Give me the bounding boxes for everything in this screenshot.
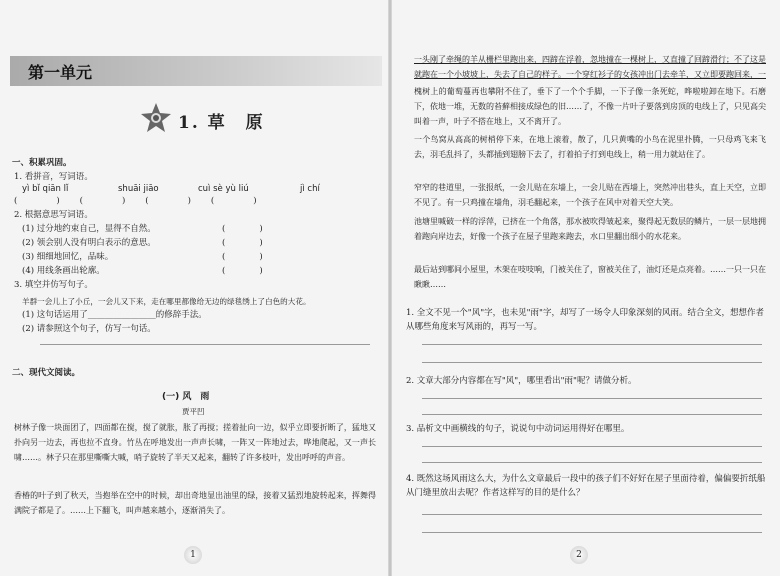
pinyin-4: jì chí (300, 184, 320, 194)
page-number-left: 1 (184, 546, 202, 564)
right-paragraph-3: 一个鸟窝从高高的树梢停下来，在地上滚着，散了，几只黄嘴的小鸟在泥里扑腾，一只母鸡飞来飞去，羽毛乱抖了，头都插到翅膀下去了，打着拍子打到电线上，稍一用力就站住了。 (414, 135, 766, 159)
question-r3: 3. 品析文中画横线的句子，说说句中动词运用得好在哪里。 (406, 424, 630, 434)
meaning-answer-3[interactable]: ( ) (222, 252, 263, 262)
answer-line[interactable] (40, 344, 370, 345)
question-3-sub-1[interactable]: (1) 这句话运用了________________的修辞手法。 (22, 310, 207, 320)
answer-line[interactable] (422, 344, 762, 345)
unit-title: 第一单元 (28, 63, 93, 82)
reading-author: 贾平凹 (182, 407, 205, 416)
answer-line[interactable] (422, 532, 762, 533)
question-r1: 1. 全文不见一个"风"字，也未见"雨"字，却写了一场令人印象深刻的风雨。结合全文，想想作者从哪些角度来写风雨的，再写一写。 (406, 308, 764, 332)
meaning-3: (3) 细细地回忆，品味。 (22, 252, 114, 262)
lesson-title: 1. 草 原 (178, 113, 265, 133)
meaning-answer-4[interactable]: ( ) (222, 266, 263, 276)
question-r4: 4. 既然这场风雨这么大，为什么文章最后一段中的孩子们不好好在屋子里面待着，偏偏要折纸船从门缝里放出去呢？作者这样写的目的是什么？ (406, 474, 766, 498)
meaning-4: (4) 用线条画出轮廓。 (22, 266, 105, 276)
right-paragraph-4: 窄窄的巷道里，一张报纸，一会儿贴在东墙上，一会儿贴在西墙上，突然冲出巷头，直上天空，立即不见了。有一只鸡撞在墙角，羽毛翻起来，一个孩子在风中对着天空大笑。 (414, 183, 766, 207)
question-1: 1. 看拼音，写词语。 (14, 172, 93, 182)
meaning-answer-2[interactable]: ( ) (222, 238, 263, 248)
answer-line[interactable] (422, 398, 762, 399)
meaning-1: (1) 过分地约束自己，显得不自然。 (22, 224, 156, 234)
answer-line[interactable] (422, 362, 762, 363)
reading-paragraph-2: 香椿的叶子到了秋天，当抱举在空中的时候，却出奇地显出油里的绿，接着又猛烈地旋转起来，挥舞得满院子都是了。……上下翻飞，叫声越来越小，逐渐消失了。 (14, 491, 376, 515)
question-3-sentence: 羊群一会儿上了小丘，一会儿又下来，走在哪里都像给无边的绿毯绣上了白色的大花。 (22, 297, 311, 306)
left-page (0, 0, 388, 576)
page-number-right: 2 (570, 546, 588, 564)
section-heading-accumulation: 一、积累巩固。 (12, 158, 72, 168)
reading-title: (一) 风 雨 (162, 392, 210, 402)
right-paragraph-5: 池塘里喊破一样的浮萍，已挤在一个角落，那水被吹得皱起来，聚得起无数层的鳞片，一层一层地拥着跑向岸边去，好像一个孩子在屋子里跑来跑去，水口里翻出细小的水花来。 (414, 217, 766, 241)
question-3: 3. 填空并仿写句子。 (14, 280, 93, 290)
question-3-sub-2: (2) 请参照这个句子，仿写一句话。 (22, 324, 156, 334)
meaning-answer-1[interactable]: ( ) (222, 224, 263, 234)
pinyin-3: cuì sè yù liú (198, 184, 249, 194)
right-paragraph-2: 槐树上的葡萄蔓再也攀附不住了，垂下了一个个手脚，一下子像一条死蛇，哗啦啦卸在地下。石磨下，依地一堆，无数的苔蘚相接成绿色的旧……了，不像一片叶子要落到房顶的电线上了，只见高尖叫着一声，叶子不搭在地上，又不离开了。 (414, 87, 766, 126)
right-paragraph-6: 最后站到哪间小屋里，木架在吱吱响，门被关住了，窗被关住了，油灯还是点亮着。……一只一只在瞅瞅…… (414, 265, 766, 289)
right-page (392, 0, 780, 576)
pinyin-2: shuāi jiāo (118, 184, 159, 194)
meaning-2: (2) 领会别人没有明白表示的意思。 (22, 238, 156, 248)
star-icon (140, 102, 172, 134)
answer-line[interactable] (422, 462, 762, 463)
pinyin-answer-brackets[interactable]: ( ) ( ) ( ) ( ) (14, 196, 258, 206)
question-2: 2. 根据意思写词语。 (14, 210, 93, 220)
pinyin-1: yì bǐ qiān lǐ (22, 184, 69, 194)
answer-line[interactable] (422, 446, 762, 447)
section-heading-reading: 二、现代文阅读。 (12, 368, 81, 378)
question-r2: 2. 文章大部分内容都在写"风"，哪里看出"雨"呢？请做分析。 (406, 376, 637, 386)
answer-line[interactable] (422, 414, 762, 415)
right-paragraph-1: 一头刚了牵绳的羊从栅栏里跑出来，四蹄在浮着，忽地撞在一棵树上，又直撞了回蹄滑行；不了这是就跑在一个小坡坡上，失去了自己的样子。一个穿红衫子的女孩冲出门去牵羊，又立即要跑回来，一 (414, 55, 766, 79)
answer-line[interactable] (422, 514, 762, 515)
reading-paragraph-1: 树林子像一块面团了，四面都在搅，搅了就胀，胀了再搅；搓着扯向一边，似乎立即要折断了，猛地又扑向另一边去，再也拉不直身。竹丛在呼地发出一声声长啸，一阵又一阵地过去，哗地爬起，又一声长啸……。林子只在那里嘶嘶大喊，哨子旋转了半天又起来，翻转了许多枝叶，发出呼呼的声音。 (14, 423, 376, 462)
